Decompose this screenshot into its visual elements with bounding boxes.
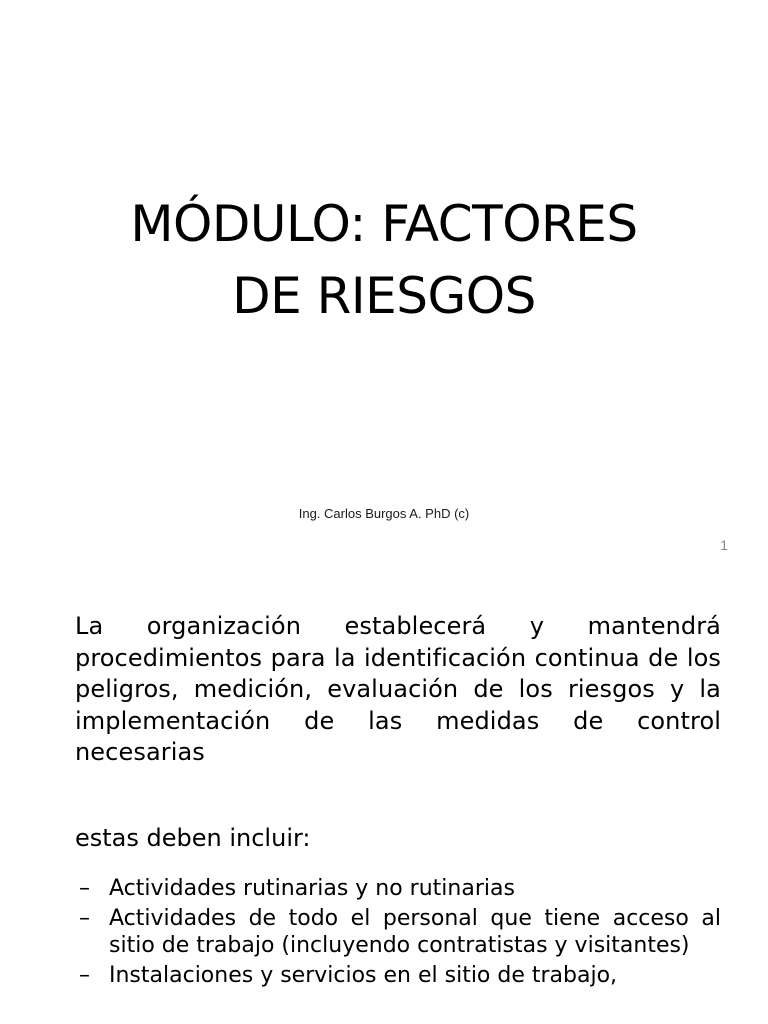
slide-title-line-1: MÓDULO: FACTORES <box>130 195 638 253</box>
dash-bullet-icon: – <box>79 876 90 901</box>
list-heading: estas deben incluir: <box>75 824 311 852</box>
list-item <box>75 962 721 990</box>
author-credit: Ing. Carlos Burgos A. PhD (c) <box>298 506 470 521</box>
list-item-text: Actividades rutinarias y no rutinarias <box>109 876 515 901</box>
dash-bullet-icon: – <box>79 905 90 931</box>
list-item-text: Actividades de todo el personal que tiene acceso al sitio de trabajo (incluyendo contratistas y visitantes) <box>109 905 721 958</box>
content-slide <box>0 575 768 1024</box>
slide-title <box>40 188 728 332</box>
slide-title-line-2: DE RIESGOS <box>232 267 536 325</box>
page-number: 1 <box>720 537 728 553</box>
list-item <box>75 905 721 960</box>
list-item-text: Instalaciones y servicios en el sitio de trabajo, <box>109 962 618 988</box>
dash-bullet-icon: – <box>79 962 90 988</box>
list-item <box>75 875 721 903</box>
intro-paragraph: La organización establecerá y mantendrá procedimientos para la identificación continua de los peligros, medición, evaluación de los riesgos y la implementación de las medidas de control necesarias <box>75 612 721 766</box>
requirements-list <box>75 875 721 991</box>
